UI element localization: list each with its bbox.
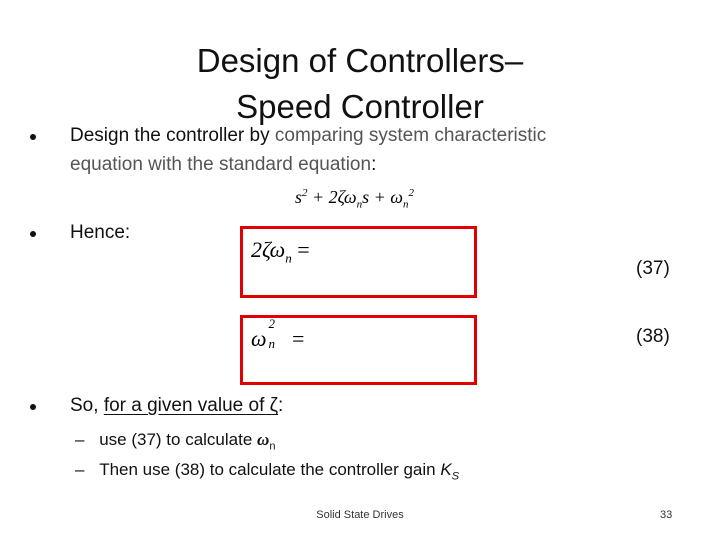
gain-symbol: K bbox=[440, 460, 452, 479]
gain-sub: S bbox=[451, 470, 460, 483]
bullet-dot bbox=[30, 231, 36, 237]
bullet-dot bbox=[30, 134, 36, 140]
bullet-so-underlined: for a given value of ζ bbox=[103, 395, 279, 416]
sub-bullet-2 bbox=[75, 460, 459, 482]
bullet-so bbox=[70, 395, 283, 417]
eq38-sup: 2 bbox=[268, 316, 276, 331]
bullet-hence: Hence: bbox=[70, 222, 131, 243]
dash-marker: – bbox=[75, 460, 85, 479]
equation-box-37 bbox=[240, 226, 477, 298]
bullet-design-text-muted: comparing system characteristic bbox=[274, 125, 547, 146]
equation-38-lhs bbox=[251, 316, 305, 352]
eq37-equals: = bbox=[291, 237, 310, 262]
eq38-scripts bbox=[267, 316, 287, 352]
bullet-so-colon: : bbox=[278, 395, 284, 416]
sub-bullet-1 bbox=[75, 430, 275, 452]
bullet-so-text: So, bbox=[70, 395, 104, 416]
eq-term: + 2ζω bbox=[307, 187, 357, 207]
eq37-term: 2ζω bbox=[251, 237, 286, 262]
eq-sup: 2 bbox=[408, 187, 415, 199]
eq-term: s bbox=[295, 187, 303, 207]
omega-sub: n bbox=[269, 440, 276, 453]
eq-term: s + ω bbox=[362, 187, 404, 207]
page-number: 33 bbox=[660, 509, 673, 521]
eq38-term: ω bbox=[251, 326, 267, 351]
title-line-2: Speed Controller bbox=[236, 88, 484, 125]
eq38-sub: n bbox=[268, 336, 276, 351]
standard-equation bbox=[295, 187, 414, 211]
bullet-dot bbox=[30, 404, 36, 410]
title-line-1: Design of Controllers– bbox=[196, 42, 524, 79]
eq37-sub: n bbox=[285, 250, 292, 266]
sub-bullet-1-text: use (37) to calculate bbox=[99, 430, 258, 449]
footer-title: Solid State Drives bbox=[316, 509, 404, 521]
slide-title bbox=[0, 38, 720, 130]
eq-sub: n bbox=[356, 198, 363, 211]
bullet-design-line2 bbox=[70, 154, 376, 176]
dash-marker: – bbox=[75, 430, 85, 449]
bullet-design-line2-text: equation with the standard equation bbox=[70, 154, 372, 175]
equation-box-38 bbox=[240, 315, 477, 385]
equation-number-38: (38) bbox=[636, 326, 670, 347]
eq-sub: n bbox=[403, 198, 409, 211]
bullet-design-colon: : bbox=[371, 154, 377, 175]
equation-number-37: (37) bbox=[636, 258, 670, 279]
bullet-design-line1 bbox=[70, 125, 546, 147]
eq38-equals: = bbox=[286, 326, 305, 351]
eq-sup: 2 bbox=[302, 187, 308, 199]
bullet-design-text: Design the controller by bbox=[70, 125, 275, 146]
equation-37-lhs bbox=[251, 237, 310, 266]
omega-symbol: ω bbox=[257, 430, 270, 449]
sub-bullet-2-text: Then use (38) to calculate the controller gain bbox=[99, 460, 441, 479]
